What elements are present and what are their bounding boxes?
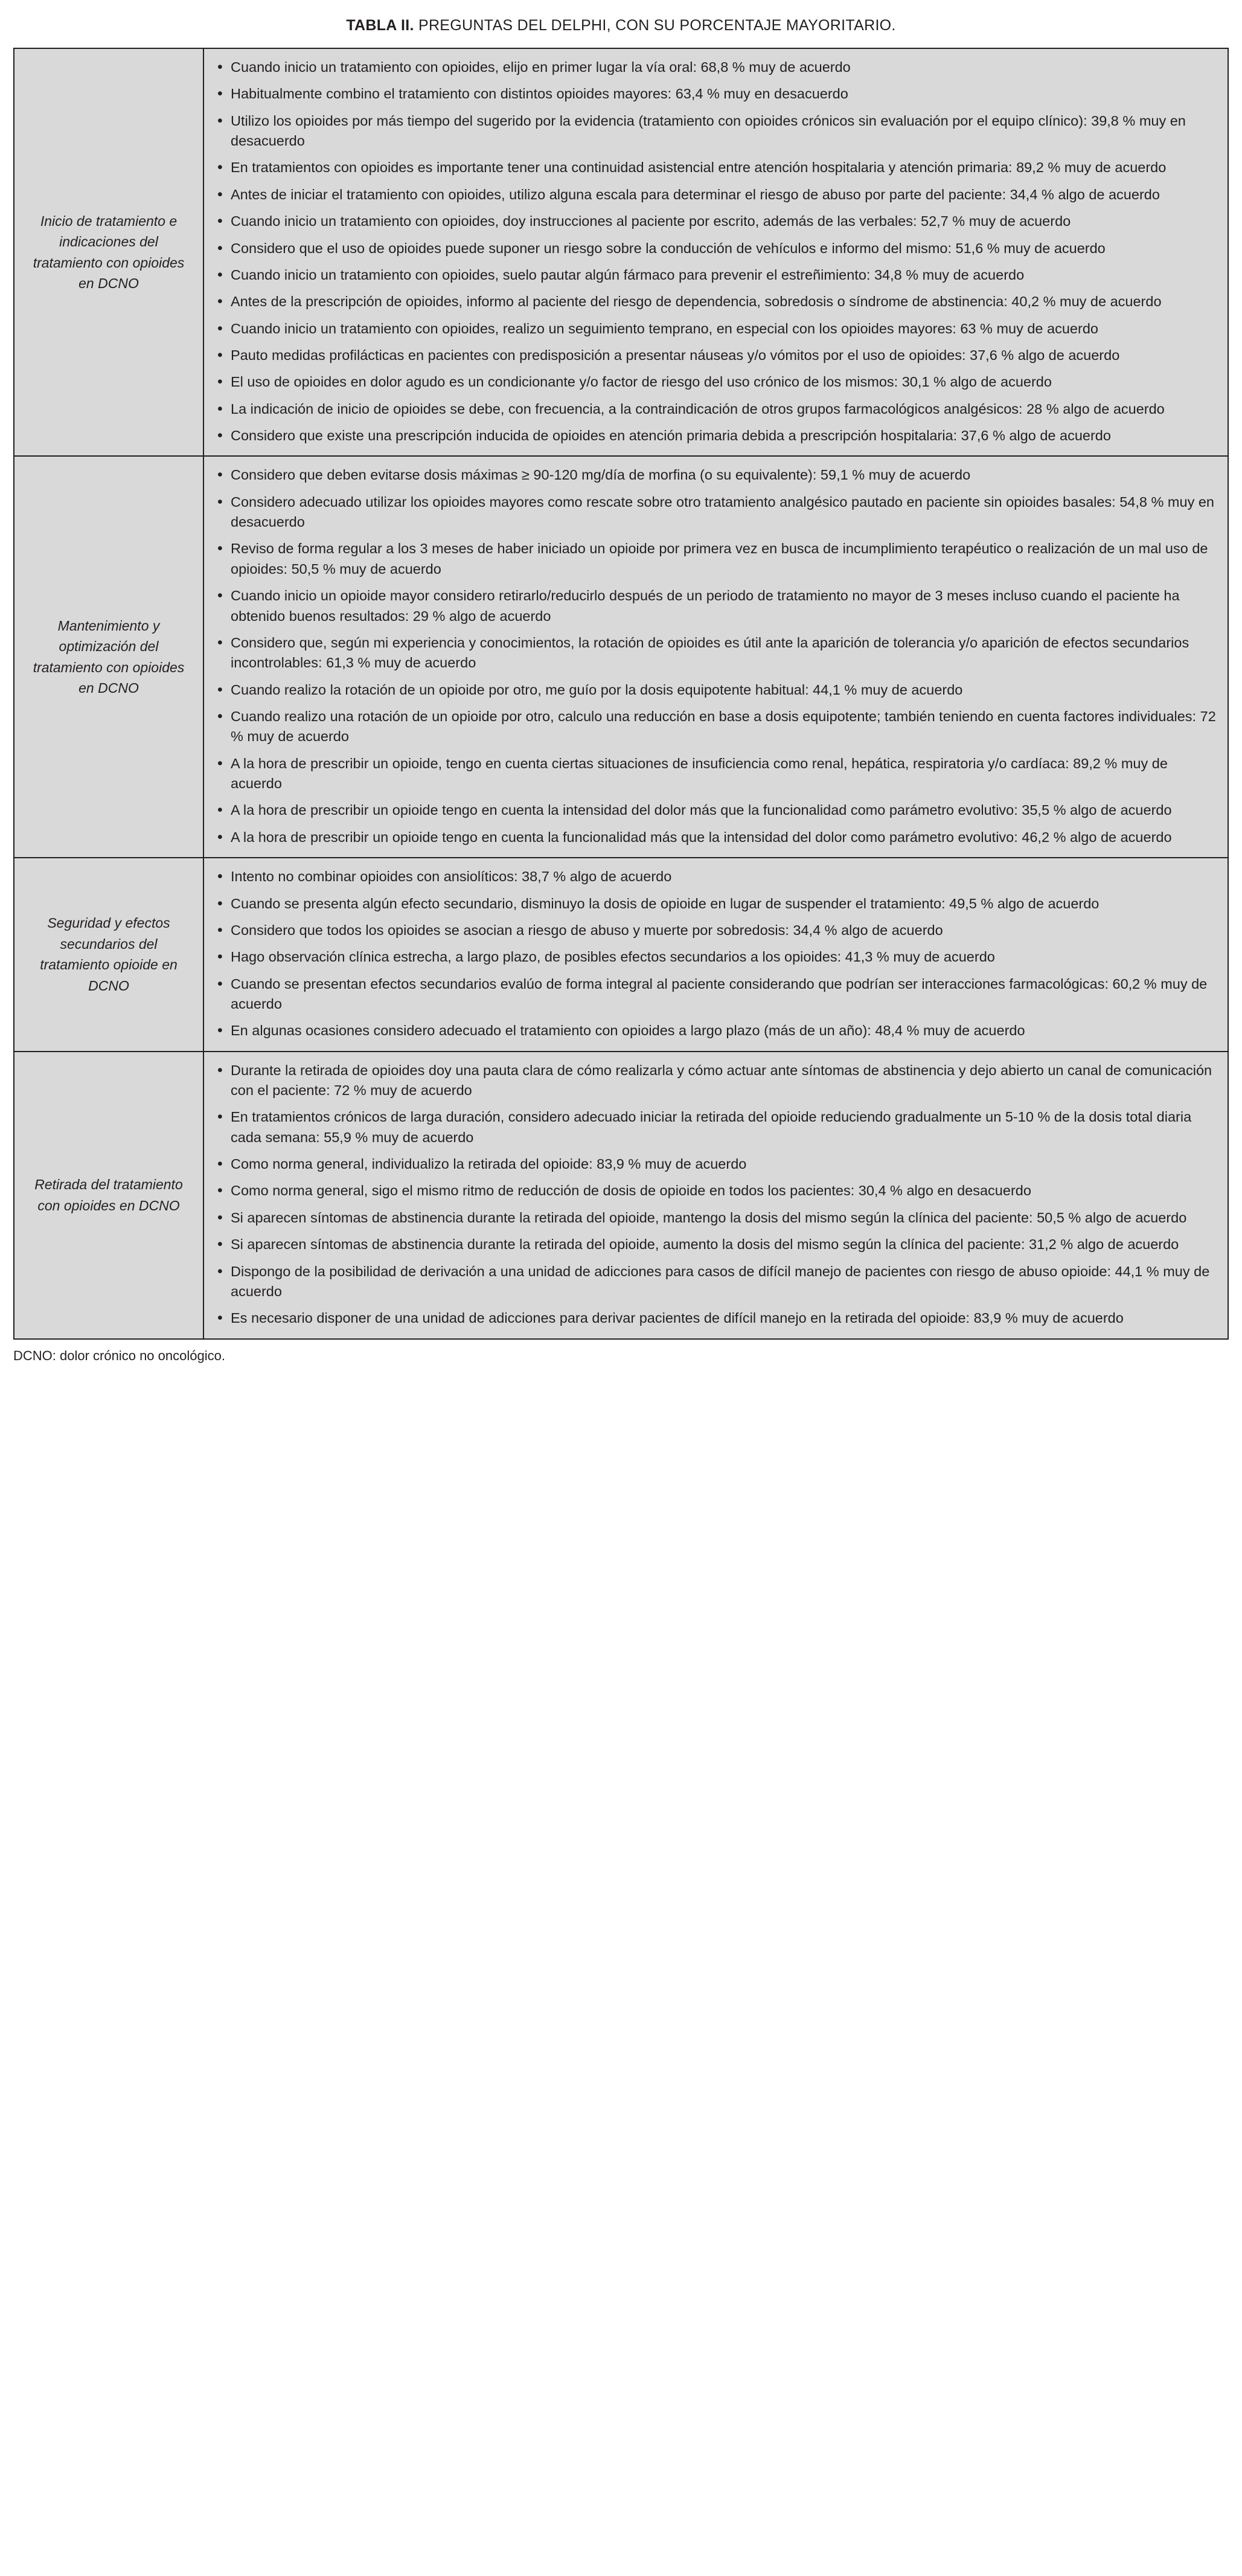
list-item: • Antes de iniciar el tratamiento con opioides, utilizo alguna escala para determinar el riesgo de abuso por parte del paciente: 34,4 % algo de acuerdo xyxy=(213,185,1217,205)
bullet-list xyxy=(213,465,1217,847)
table-row xyxy=(14,1052,1228,1339)
bullet-list xyxy=(213,57,1217,446)
list-item: • Hago observación clínica estrecha, a largo plazo, de posibles efectos secundarios a los opioides: 41,3 % muy de acuerdo xyxy=(213,947,1217,967)
list-item: • Si aparecen síntomas de abstinencia durante la retirada del opioide, aumento la dosis del mismo según la clínica del paciente: 31,2 % algo de acuerdo xyxy=(213,1235,1217,1254)
list-item: • Reviso de forma regular a los 3 meses de haber iniciado un opioide por primera vez en busca de incumplimiento terapéutico o realización de un mal uso de opioides: 50,5 % muy de acuerdo xyxy=(213,539,1217,579)
list-item: • Como norma general, individualizo la retirada del opioide: 83,9 % muy de acuerdo xyxy=(213,1154,1217,1174)
list-item: • En tratamientos con opioides es importante tener una continuidad asistencial entre atención hospitalaria y atención primaria: 89,2 % muy de acuerdo xyxy=(213,158,1217,178)
table-body xyxy=(14,48,1228,1339)
table-title: PREGUNTAS DEL DELPHI, CON SU PORCENTAJE MAYORITARIO. xyxy=(418,17,896,34)
list-item: • Considero que deben evitarse dosis máximas ≥ 90-120 mg/día de morfina (o su equivalente): 59,1 % muy de acuerdo xyxy=(213,465,1217,485)
list-item: • En algunas ocasiones considero adecuado el tratamiento con opioides a largo plazo (más de un año): 48,4 % muy de acuerdo xyxy=(213,1021,1217,1041)
table-caption xyxy=(0,0,1242,48)
list-item: • Cuando inicio un tratamiento con opioides, doy instrucciones al paciente por escrito, además de las verbales: 52,7 % muy de acuerdo xyxy=(213,211,1217,231)
list-item: • Es necesario disponer de una unidad de adicciones para derivar pacientes de difícil manejo en la retirada del opioide: 83,9 % muy de acuerdo xyxy=(213,1308,1217,1328)
list-item: • Cuando inicio un tratamiento con opioides, elijo en primer lugar la vía oral: 68,8 % muy de acuerdo xyxy=(213,57,1217,77)
category-label: Inicio de tratamiento e indicaciones del tratamiento con opioides en DCNO xyxy=(14,48,203,456)
list-item: • Cuando se presenta algún efecto secundario, disminuyo la dosis de opioide en lugar de suspender el tratamiento: 49,5 % algo de acuerdo xyxy=(213,894,1217,914)
category-label: Retirada del tratamiento con opioides en DCNO xyxy=(14,1052,203,1339)
list-item: • Considero adecuado utilizar los opioides mayores como rescate sobre otro tratamiento analgésico pautado en paciente sin opioides basales: 54,8 % muy en desacuerdo xyxy=(213,492,1217,533)
table-number: TABLA II. xyxy=(346,17,414,34)
list-item: • Considero que existe una prescripción inducida de opioides en atención primaria debida a prescripción hospitalaria: 37,6 % algo de acuerdo xyxy=(213,426,1217,446)
list-item: • Cuando inicio un opioide mayor considero retirarlo/reducirlo después de un periodo de tratamiento no mayor de 3 meses incluso cuando el paciente ha obtenido buenos resultados: 29 % algo de acuerdo xyxy=(213,586,1217,626)
table-row xyxy=(14,456,1228,858)
list-item: • Durante la retirada de opioides doy una pauta clara de cómo realizarla y cómo actuar ante síntomas de abstinencia y dejo abierto un canal de comunicación con el paciente: 72 % muy de acuerdo xyxy=(213,1061,1217,1101)
list-item: • Cuando realizo una rotación de un opioide por otro, calculo una reducción en base a dosis equipotente; también teniendo en cuenta factores individuales: 72 % muy de acuerdo xyxy=(213,707,1217,747)
list-item: • Antes de la prescripción de opioides, informo al paciente del riesgo de dependencia, sobredosis o síndrome de abstinencia: 40,2 % muy de acuerdo xyxy=(213,292,1217,312)
category-label: Seguridad y efectos secundarios del tratamiento opioide en DCNO xyxy=(14,858,203,1052)
list-item: • A la hora de prescribir un opioide tengo en cuenta la intensidad del dolor más que la funcionalidad como parámetro evolutivo: 35,5 % algo de acuerdo xyxy=(213,800,1217,820)
list-item: • En tratamientos crónicos de larga duración, considero adecuado iniciar la retirada del opioide reduciendo gradualmente un 5-10 % de la dosis total diaria cada semana: 55,9 % muy de acuerdo xyxy=(213,1107,1217,1148)
list-item: • El uso de opioides en dolor agudo es un condicionante y/o factor de riesgo del uso crónico de los mismos: 30,1 % algo de acuerdo xyxy=(213,372,1217,392)
delphi-questions-table xyxy=(13,48,1229,1340)
list-item: • Cuando se presentan efectos secundarios evalúo de forma integral al paciente considerando que podrían ser interacciones farmacológicas: 60,2 % muy de acuerdo xyxy=(213,974,1217,1015)
table-row xyxy=(14,48,1228,456)
list-item: • Cuando inicio un tratamiento con opioides, realizo un seguimiento temprano, en especial con los opioides mayores: 63 % muy de acuerdo xyxy=(213,319,1217,339)
bullet-list xyxy=(213,1061,1217,1329)
list-item: • La indicación de inicio de opioides se debe, con frecuencia, a la contraindicación de otros grupos farmacológicos analgésicos: 28 % algo de acuerdo xyxy=(213,399,1217,419)
list-item: • A la hora de prescribir un opioide, tengo en cuenta ciertas situaciones de insuficiencia como renal, hepática, respiratoria y/o cardíaca: 89,2 % muy de acuerdo xyxy=(213,754,1217,794)
category-items-cell xyxy=(203,48,1228,456)
list-item: • Como norma general, sigo el mismo ritmo de reducción de dosis de opioide en todos los pacientes: 30,4 % algo en desacuerdo xyxy=(213,1181,1217,1201)
list-item: • Intento no combinar opioides con ansiolíticos: 38,7 % algo de acuerdo xyxy=(213,867,1217,887)
list-item: • Cuando inicio un tratamiento con opioides, suelo pautar algún fármaco para prevenir el estreñimiento: 34,8 % muy de acuerdo xyxy=(213,265,1217,285)
list-item: • Pauto medidas profilácticas en pacientes con predisposición a presentar náuseas y/o vómitos por el uso de opioides: 37,6 % algo de acuerdo xyxy=(213,345,1217,365)
category-items-cell xyxy=(203,1052,1228,1339)
list-item: • Cuando realizo la rotación de un opioide por otro, me guío por la dosis equipotente habitual: 44,1 % muy de acuerdo xyxy=(213,680,1217,700)
list-item: • Si aparecen síntomas de abstinencia durante la retirada del opioide, mantengo la dosis del mismo según la clínica del paciente: 50,5 % algo de acuerdo xyxy=(213,1208,1217,1228)
table-row xyxy=(14,858,1228,1052)
list-item: • Dispongo de la posibilidad de derivación a una unidad de adicciones para casos de difícil manejo de pacientes con riesgo de abuso opioide: 44,1 % muy de acuerdo xyxy=(213,1262,1217,1302)
table-footnote: DCNO: dolor crónico no oncológico. xyxy=(13,1347,225,1363)
list-item: • Utilizo los opioides por más tiempo del sugerido por la evidencia (tratamiento con opioides crónicos sin evaluación por el equipo clínico): 39,8 % muy en desacuerdo xyxy=(213,111,1217,152)
category-items-cell xyxy=(203,456,1228,858)
list-item: • Habitualmente combino el tratamiento con distintos opioides mayores: 63,4 % muy en desacuerdo xyxy=(213,84,1217,104)
category-items-cell xyxy=(203,858,1228,1052)
bullet-list xyxy=(213,867,1217,1041)
list-item: • Considero que todos los opioides se asocian a riesgo de abuso y muerte por sobredosis: 34,4 % algo de acuerdo xyxy=(213,920,1217,940)
list-item: • Considero que, según mi experiencia y conocimientos, la rotación de opioides es útil ante la aparición de tolerancia y/o aparición de efectos secundarios incontrolables: 61,3 % muy de acuerdo xyxy=(213,633,1217,673)
category-label: Mantenimiento y optimización del tratamiento con opioides en DCNO xyxy=(14,456,203,858)
list-item: • Considero que el uso de opioides puede suponer un riesgo sobre la conducción de vehículos e informo del mismo: 51,6 % muy de acuerdo xyxy=(213,239,1217,259)
list-item: • A la hora de prescribir un opioide tengo en cuenta la funcionalidad más que la intensidad del dolor como parámetro evolutivo: 46,2 % algo de acuerdo xyxy=(213,827,1217,847)
